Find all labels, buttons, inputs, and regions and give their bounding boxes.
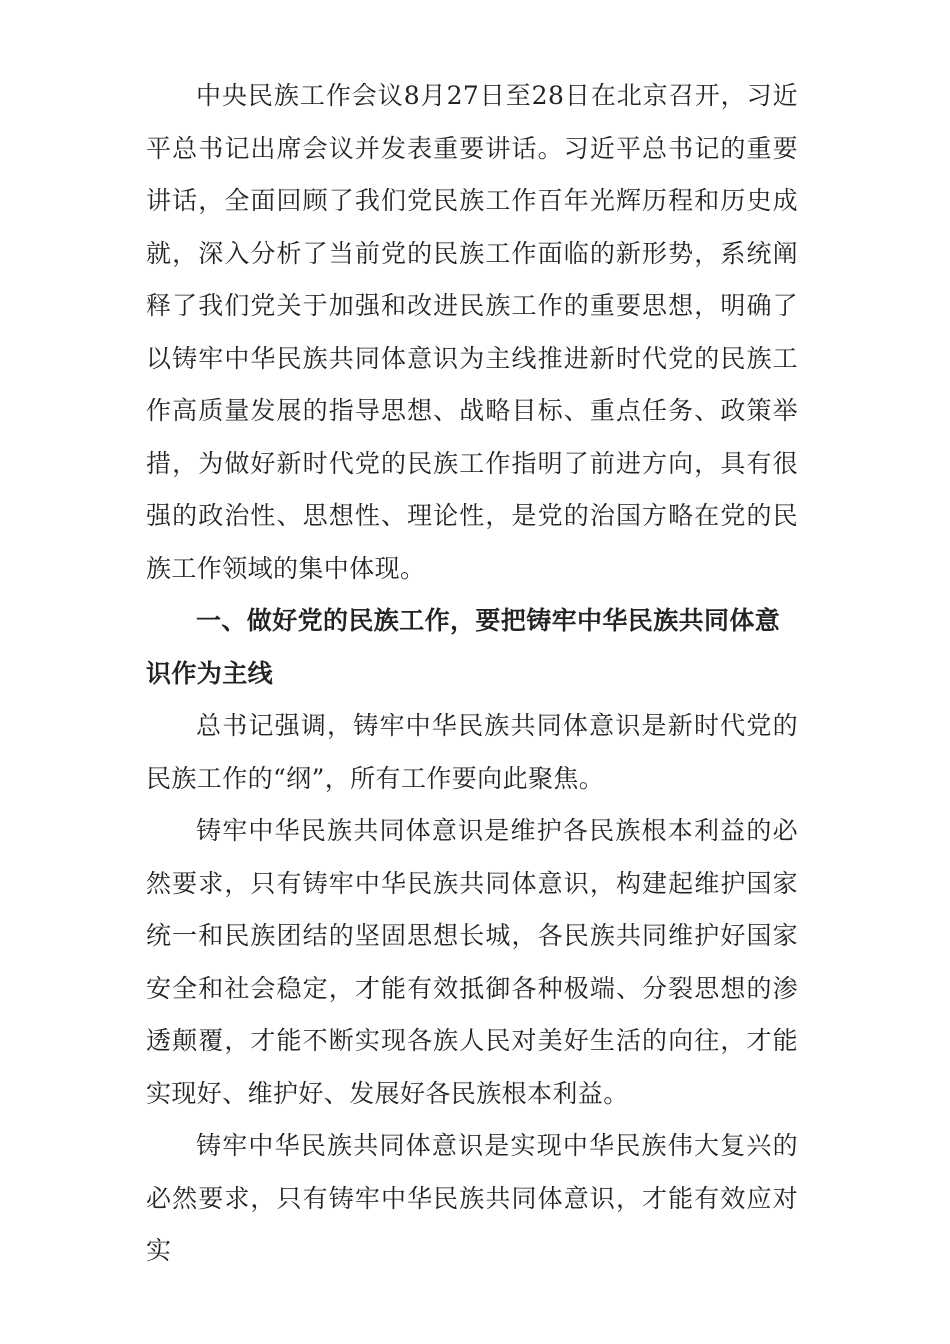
document-page <box>146 70 798 1278</box>
section-heading: 一、做好党的民族工作，要把铸牢中华民族共同体意识作为主线 <box>146 606 781 688</box>
intro-paragraph: 中央民族工作会议8月27日至28日在北京召开，习近平总书记出席会议并发表重要讲话。习近平总书记的重要讲话，全面回顾了我们党民族工作百年光辉历程和历史成就，深入分析了当前党的民族工作面临的新形势，系统阐释了我们党关于加强和改进民族工作的重要思想，明确了以铸牢中华民族共同体意识为主线推进新时代党的民族工作高质量发展的指导思想、战略目标、重点任务、政策举措，为做好新时代党的民族工作指明了前进方向，具有很强的政治性、思想性、理论性，是党的治国方略在党的民族工作领域的集中体现。 <box>146 81 798 583</box>
body-paragraph: 铸牢中华民族共同体意识是实现中华民族伟大复兴的必然要求，只有铸牢中华民族共同体意识，才能有效应对实 <box>146 1131 798 1265</box>
body-paragraph: 铸牢中华民族共同体意识是维护各民族根本利益的必然要求，只有铸牢中华民族共同体意识，构建起维护国家统一和民族团结的坚固思想长城，各民族共同维护好国家安全和社会稳定，才能有效抵御各种极端、分裂思想的渗透颠覆，才能不断实现各族人民对美好生活的向往，才能实现好、维护好、发展好各民族根本利益。 <box>146 816 798 1108</box>
body-paragraph: 总书记强调，铸牢中华民族共同体意识是新时代党的民族工作的“纲”，所有工作要向此聚焦。 <box>146 711 798 793</box>
